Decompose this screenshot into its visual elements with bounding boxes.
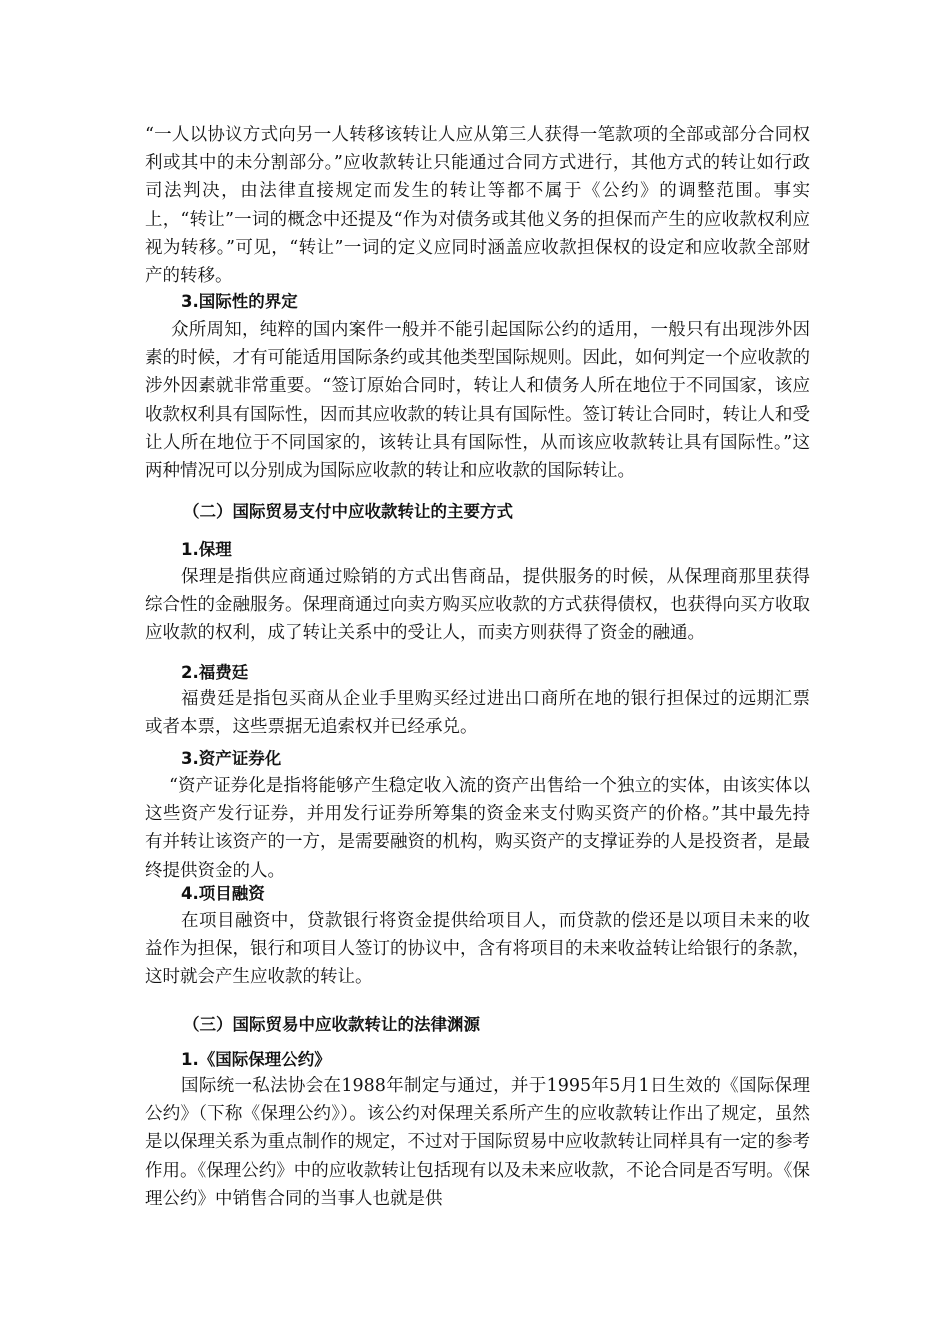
paragraph-factoring-convention: 国际统一私法协会在1988年制定与通过，并于1995年5月1日生效的《国际保理公约》（下称《保理公约》）。该公约对保理关系所产生的应收款转让作出了规定，虽然是以保理关系为重点制作的规定，不过对于国际贸易中应收款转让同样具有一定的参考作用。《保理公约》中的应收款转让包括现有以及未来应收款，不论合同是否写明。《保理公约》中销售合同的当事人也就是供	[145, 1076, 810, 1209]
heading-securitization: 3.资产证券化	[181, 749, 282, 768]
section-heading-transfer-methods: （二）国际贸易支付中应收款转让的主要方式	[183, 502, 513, 521]
heading-internationality: 3.国际性的界定	[181, 292, 298, 311]
paragraph-forfaiting: 福费廷是指包买商从企业手里购买经过进出口商所在地的银行担保过的远期汇票或者本票，这些票据无追索权并已经承兑。	[145, 689, 810, 738]
paragraph-factoring: 保理是指供应商通过赊销的方式出售商品，提供服务的时候，从保理商那里获得综合性的金融服务。保理商通过向卖方购买应收款的方式获得债权，也获得向买方收取应收款的权利，成了转让关系中的受让人，而卖方则获得了资金的融通。	[145, 567, 810, 644]
paragraph-assignment-definition: “一人以协议方式向另一人转移该转让人应从第三人获得一笔款项的全部或部分合同权利或其中的未分割部分。”应收款转让只能通过合同方式进行，其他方式的转让如行政司法判决，由法律直接规定而发生的转让等都不属于《公约》的调整范围。事实上，“转让”一词的概念中还提及“作为对债务或其他义务的担保而产生的应收款权利应视为转移。”可见，“转让”一词的定义应同时涵盖应收款担保权的设定和应收款全部财产的转移。	[145, 125, 810, 287]
heading-project-financing: 4.项目融资	[181, 884, 265, 903]
heading-forfaiting: 2.福费廷	[181, 663, 249, 682]
paragraph-project-financing: 在项目融资中，贷款银行将资金提供给项目人，而贷款的偿还是以项目未来的收益作为担保，银行和项目人签订的协议中，含有将项目的未来收益转让给银行的条款，这时就会产生应收款的转让。	[145, 911, 810, 988]
paragraph-securitization: “资产证券化是指将能够产生稳定收入流的资产出售给一个独立的实体，由该实体以这些资产发行证券，并用发行证券所筹集的资金来支付购买资产的价格。”其中最先持有并转让该资产的一方，是需要融资的机构，购买资产的支撑证券的人是投资者，是最终提供资金的人。	[145, 776, 810, 881]
heading-factoring: 1.保理	[181, 540, 232, 559]
section-heading-legal-sources: （三）国际贸易中应收款转让的法律渊源	[183, 1015, 480, 1034]
heading-factoring-convention: 1.《国际保理公约》	[181, 1050, 331, 1069]
paragraph-internationality: 众所周知，纯粹的国内案件一般并不能引起国际公约的适用，一般只有出现涉外因素的时候，才有可能适用国际条约或其他类型国际规则。因此，如何判定一个应收款的涉外因素就非常重要。“签订原始合同时，转让人和债务人所在地位于不同国家，该应收款权利具有国际性，因而其应收款的转让具有国际性。签订转让合同时，转让人和受让人所在地位于不同国家的，该转让具有国际性，从而该应收款转让具有国际性。”这两种情况可以分别成为国际应收款的转让和应收款的国际转让。	[145, 320, 810, 482]
